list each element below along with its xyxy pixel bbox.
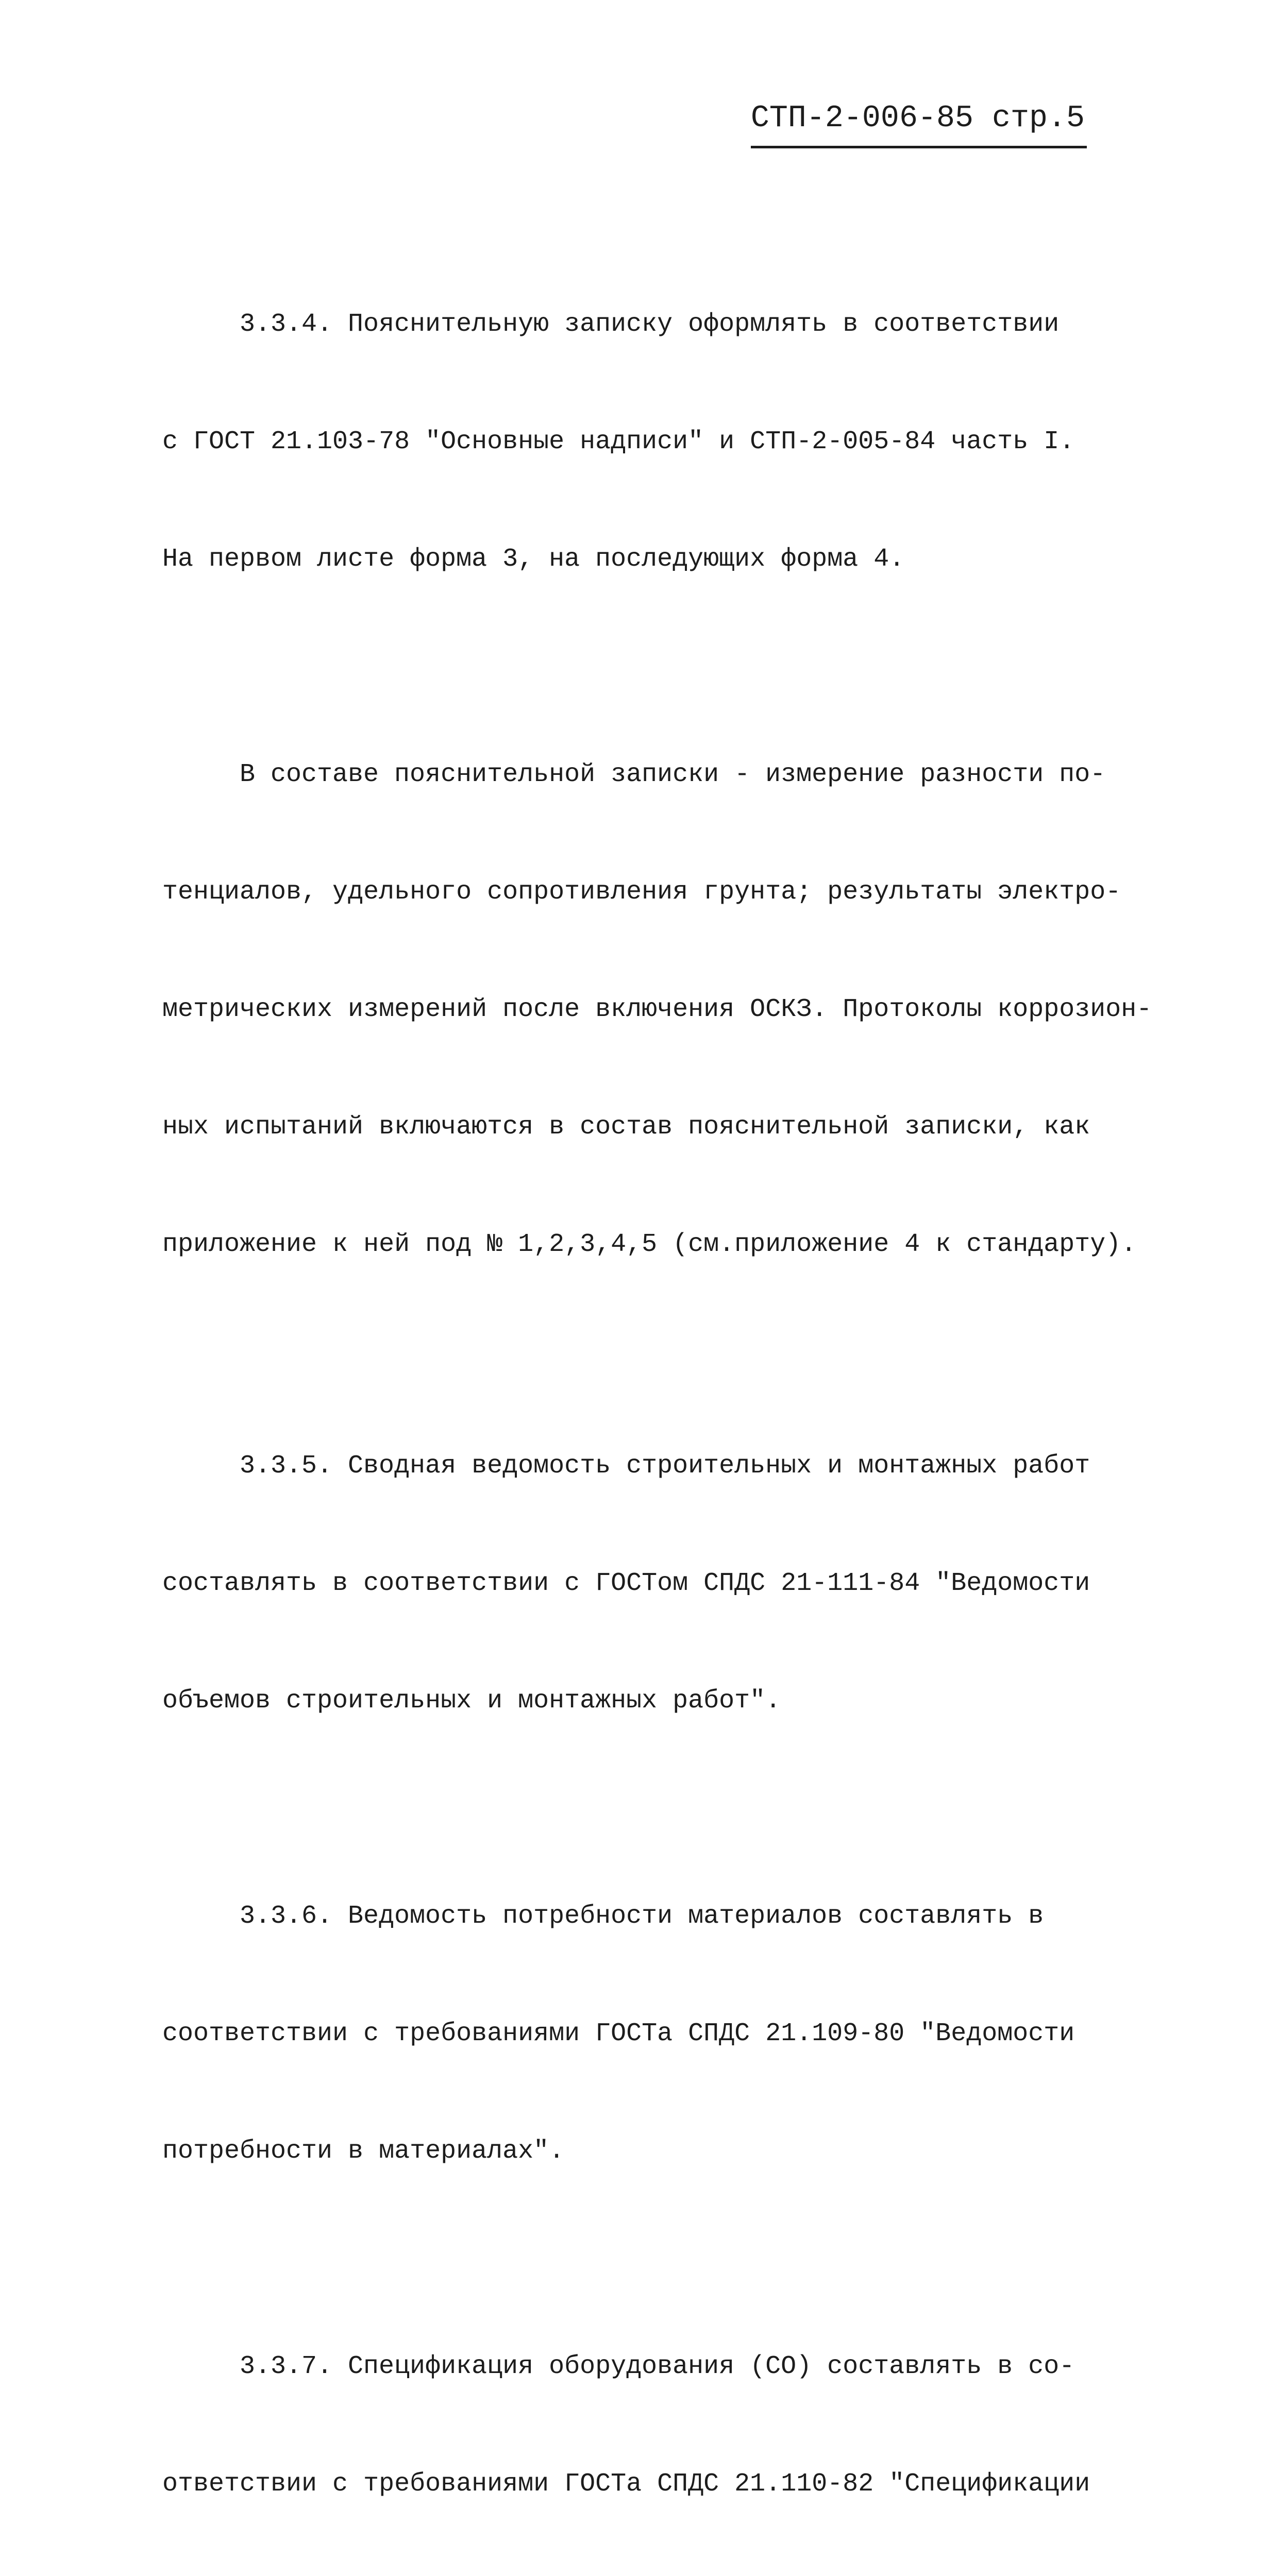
text-line: 3.3.7. Спецификация оборудования (СО) составлять в со- bbox=[240, 2352, 1075, 2381]
text-line: В составе пояснительной записки - измерение разности по- bbox=[240, 760, 1106, 789]
document-reference: СТП-2-006-85 стр.5 bbox=[750, 101, 1085, 136]
text-line: объемов строительных и монтажных работ". bbox=[162, 1686, 781, 1716]
text-line: потребности в материалах". bbox=[162, 2137, 565, 2166]
text-line: соответствии с требованиями ГОСТа СПДС 21.109-80 "Ведомости bbox=[162, 2019, 1075, 2048]
paragraph-3-3-5 bbox=[162, 1368, 1188, 1799]
text-line: ных испытаний включаются в состав пояснительной записки, как bbox=[162, 1112, 1090, 1142]
text-line: 3.3.5. Сводная ведомость строительных и монтажных работ bbox=[240, 1451, 1090, 1481]
paragraph-explanatory-note-contents bbox=[162, 677, 1188, 1343]
paragraph-3-3-4 bbox=[162, 227, 1188, 657]
text-line: метрических измерений после включения ОСКЗ. Протоколы коррозион- bbox=[162, 995, 1152, 1024]
text-line: с ГОСТ 21.103-78 "Основные надписи" и СТП-2-005-84 часть I. bbox=[162, 427, 1075, 456]
paragraph-3-3-7 bbox=[162, 2269, 1188, 2576]
text-line: приложение к ней под № 1,2,3,4,5 (см.приложение 4 к стандарту). bbox=[162, 1230, 1137, 1259]
paragraph-3-3-6 bbox=[162, 1819, 1188, 2249]
text-line: ответствии с требованиями ГОСТа СПДС 21.110-82 "Спецификации bbox=[162, 2469, 1090, 2499]
text-line: 3.3.6. Ведомость потребности материалов составлять в bbox=[240, 1902, 1044, 1931]
page-header bbox=[751, 98, 1085, 139]
text-line: 3.3.4. Пояснительную записку оформлять в соответствии bbox=[240, 310, 1060, 339]
text-line: составлять в соответствии с ГОСТом СПДС 21-111-84 "Ведомости bbox=[162, 1569, 1090, 1598]
header-underline bbox=[751, 146, 1087, 148]
document-body bbox=[162, 227, 1188, 2576]
text-line: На первом листе форма 3, на последующих форма 4. bbox=[162, 545, 905, 574]
text-line: тенциалов, удельного сопротивления грунта; результаты электро- bbox=[162, 877, 1121, 907]
